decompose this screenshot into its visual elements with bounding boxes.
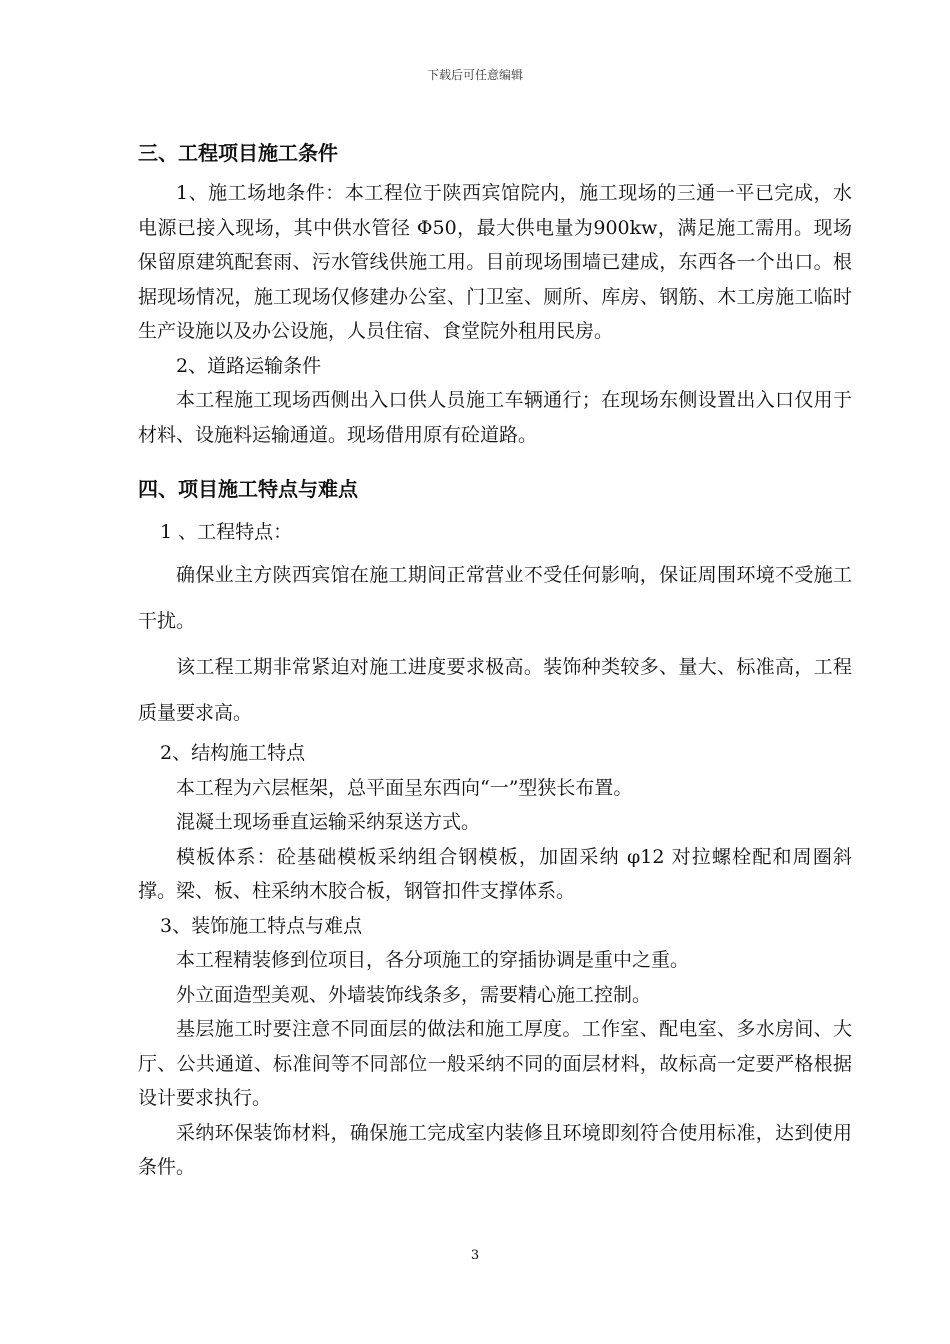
paragraph-road-conditions: 本工程施工现场西侧出入口供人员施工车辆通行；在现场东侧设置出入口仅用于材料、设施料运输通道。现场借用原有砼道路。 xyxy=(138,389,852,446)
paragraph-structure-2: 混凝土现场垂直运输采纳泵送方式。 xyxy=(176,811,481,833)
paragraph-structure-1: 本工程为六层框架，总平面呈东西向“一”型狭长布置。 xyxy=(176,776,633,799)
document-body xyxy=(138,130,852,1185)
section-title-3: 三、工程项目施工条件 xyxy=(138,141,338,165)
paragraph-road-heading: 2、道路运输条件 xyxy=(176,354,322,377)
paragraph-feature-1: 确保业主方陕西宾馆在施工期间正常营业不受任何影响，保证周围环境不受施工干扰。 xyxy=(138,564,852,632)
paragraph-features-heading: 1 、工程特点： xyxy=(160,521,293,543)
paragraph-decoration-heading: 3、装饰施工特点与难点 xyxy=(160,914,363,937)
page-header: 下载后可任意编辑 xyxy=(426,68,523,82)
paragraph-feature-2: 该工程工期非常紧迫对施工进度要求极高。装饰种类较多、量大、标准高，工程质量要求高。 xyxy=(138,656,852,724)
paragraph-structure-3: 模板体系：砼基础模板采纳组合钢模板，加固采纳 φ12 对拉螺栓配和周圈斜撑。梁、板、柱采纳木胶合板，钢管扣件支撑体系。 xyxy=(138,845,852,902)
section-title-4: 四、项目施工特点与难点 xyxy=(138,477,358,501)
paragraph-decoration-1: 本工程精装修到位项目，各分项施工的穿插协调是重中之重。 xyxy=(176,949,690,971)
paragraph-site-conditions: 1、施工场地条件：本工程位于陕西宾馆院内，施工现场的三通一平已完成，水电源已接入现场，其中供水管径 Φ50，最大供电量为900kw，满足施工需用。现场保留原建筑配套雨、污水管线供施工用。目前现场围墙已建成，东西各一个出口。根据现场情况，施工现场仅修建办公室、门卫室、厕所、库房、钢筋、木工房施工临时生产设施以及办公设施，人员住宿、食堂院外租用民房。 xyxy=(138,182,852,342)
paragraph-decoration-2: 外立面造型美观、外墙装饰线条多，需要精心施工控制。 xyxy=(176,983,652,1006)
paragraph-structure-heading: 2、结构施工特点 xyxy=(160,742,306,764)
page-number: 3 xyxy=(470,1248,480,1263)
paragraph-decoration-4: 采纳环保装饰材料，确保施工完成室内装修且环境即刻符合使用标准，达到使用条件。 xyxy=(138,1121,852,1178)
paragraph-decoration-3: 基层施工时要注意不同面层的做法和施工厚度。工作室、配电室、多水房间、大厅、公共通道、标准间等不同部位一般采纳不同的面层材料，故标高一定要严格根据设计要求执行。 xyxy=(138,1018,852,1109)
